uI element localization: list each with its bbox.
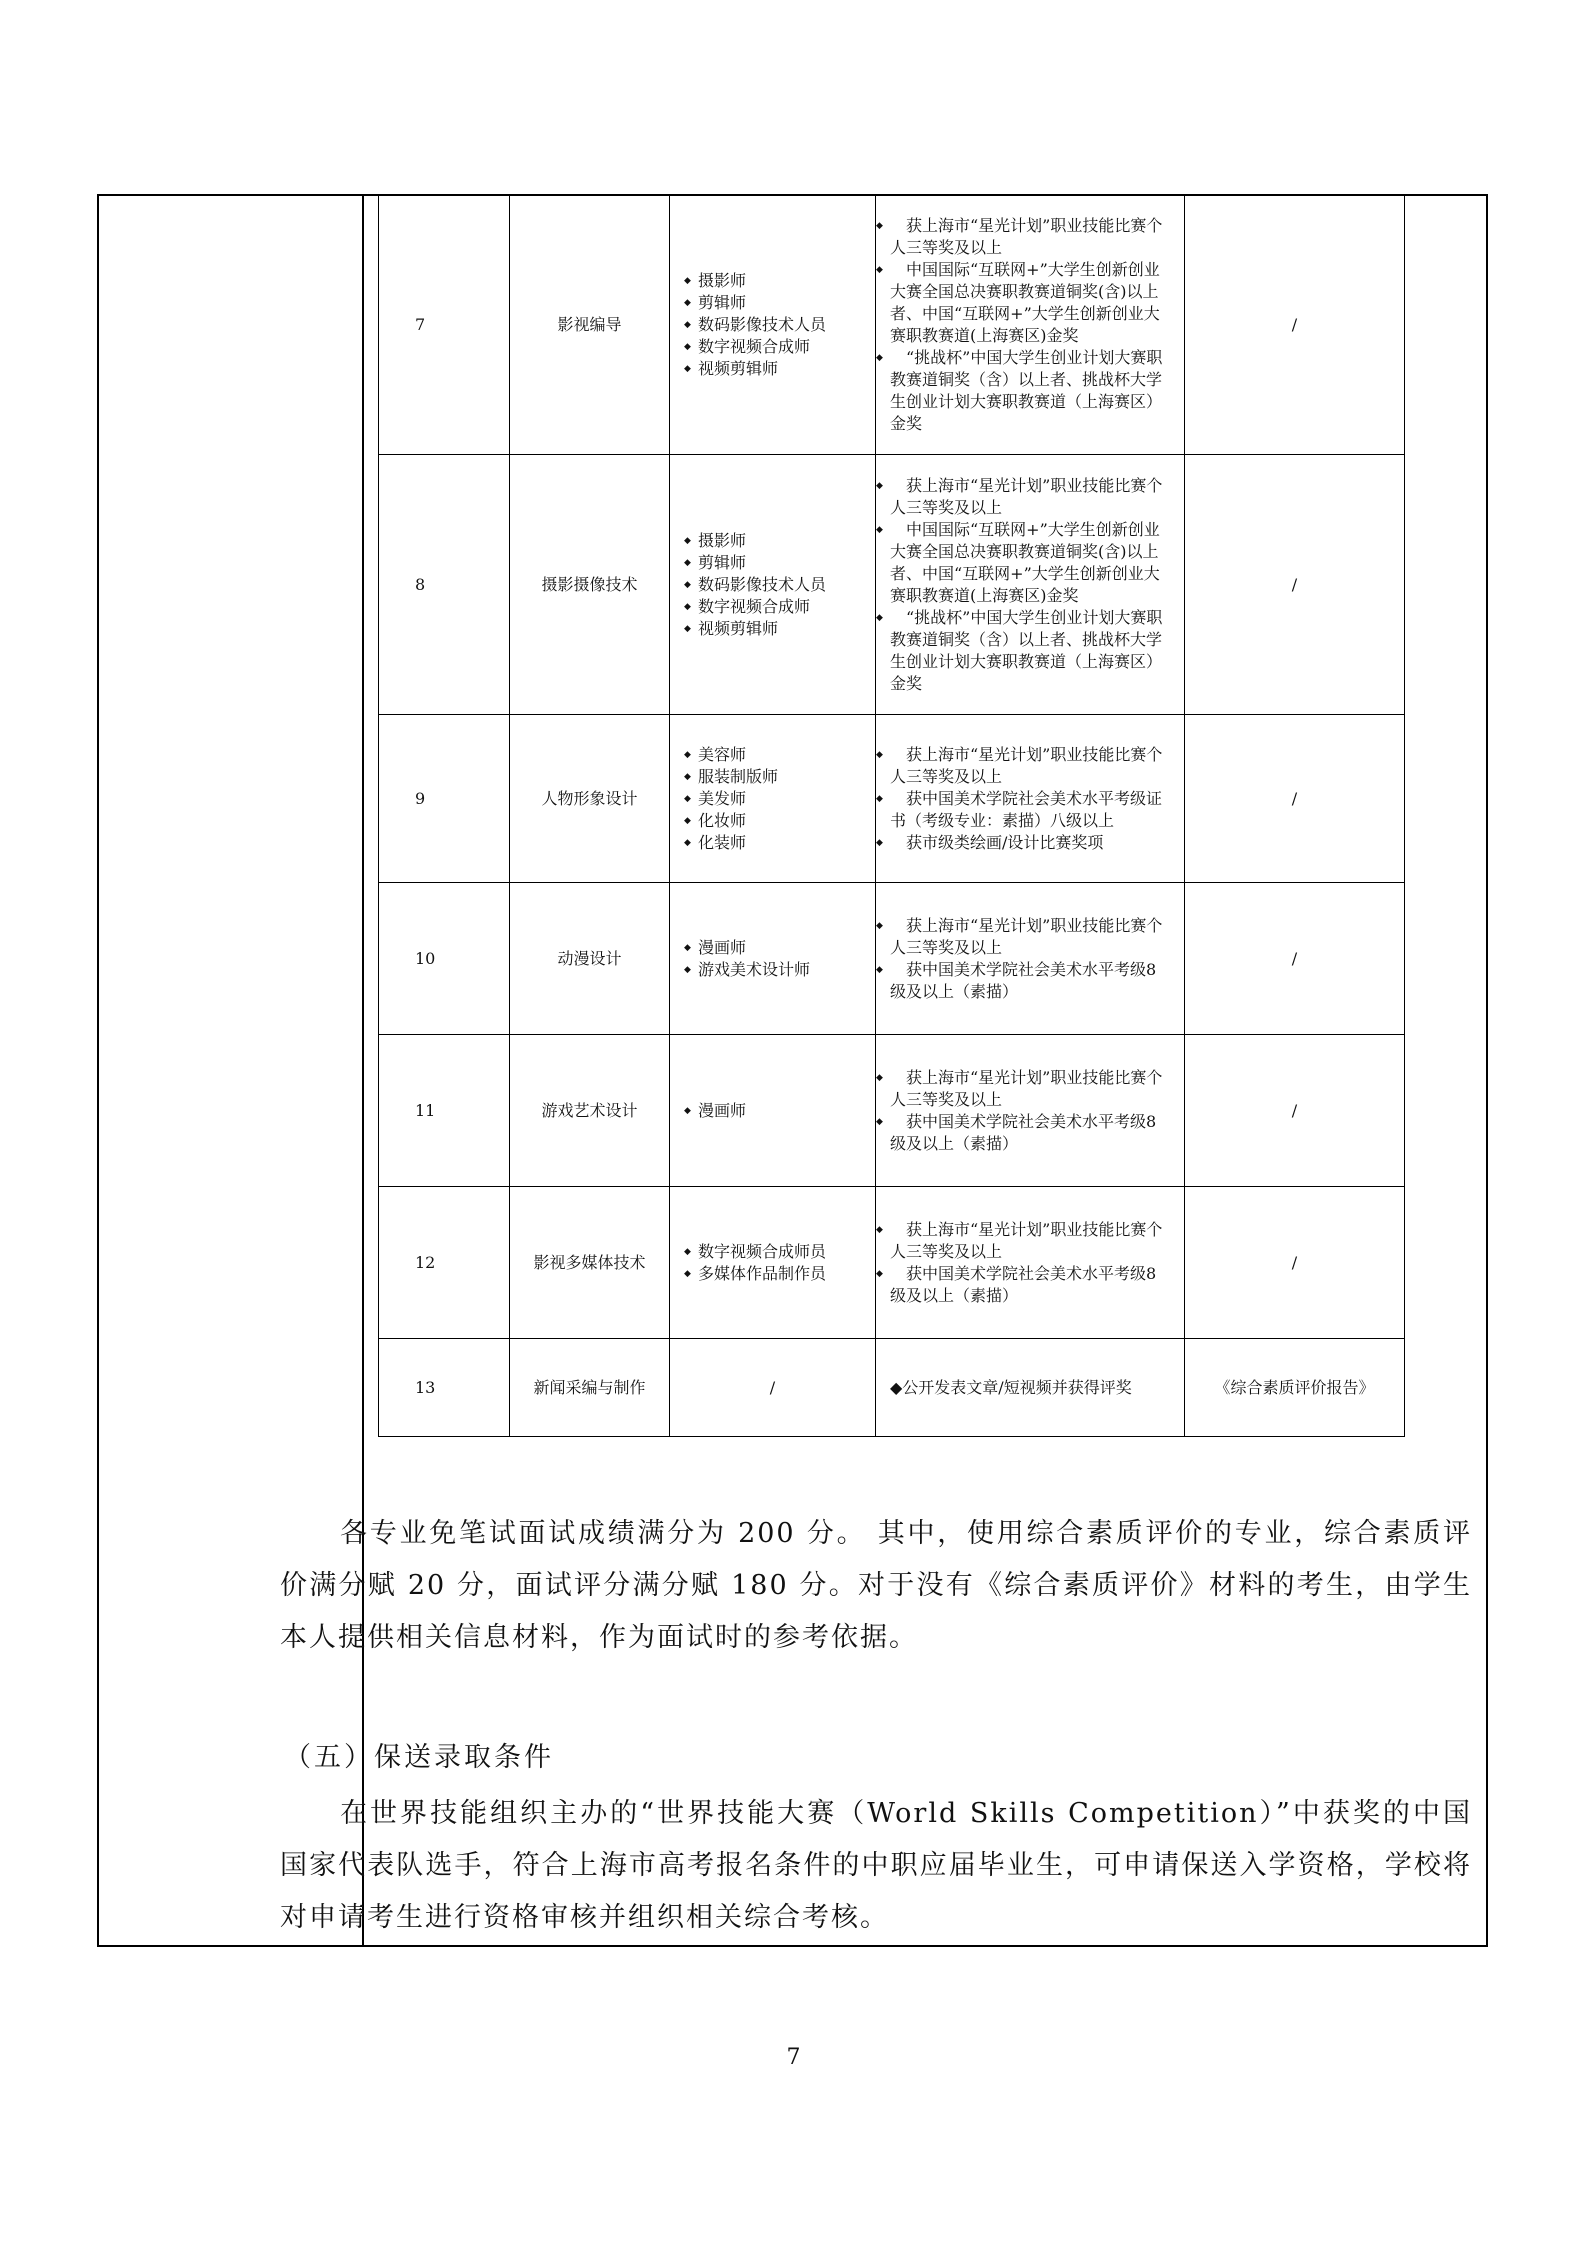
score-paragraph — [280, 1508, 1472, 1664]
list-item: ◆ 漫画师 — [684, 937, 875, 959]
certificate-cell: / — [670, 1339, 876, 1437]
list-item: ◆ 美发师 — [684, 788, 875, 810]
list-item: ◆ 剪辑师 — [684, 292, 875, 314]
major-name: 影视多媒体技术 — [510, 1187, 670, 1339]
list-item: ◆ 摄影师 — [684, 270, 875, 292]
row-number: 12 — [379, 1187, 510, 1339]
major-name: 影视编导 — [510, 195, 670, 455]
list-item: ◆ 视频剪辑师 — [684, 618, 875, 640]
list-item: ◆ 获上海市“星光计划”职业技能比赛个人三等奖及以上 — [890, 215, 1172, 259]
list-item: ◆ 获中国美术学院社会美术水平考级8级及以上（素描） — [890, 959, 1172, 1003]
section-title: （五）保送录取条件 — [284, 1742, 554, 1773]
majors-table — [378, 194, 1405, 1437]
list-item: ◆ 化装师 — [684, 832, 875, 854]
list-item: ◆ 中国国际“互联网+”大学生创新创业大赛全国总决赛职教赛道铜奖(含)以上者、中国“互联网+”大学生创新创业大赛职教赛道(上海赛区)金奖 — [890, 259, 1172, 347]
row-number: 7 — [379, 195, 510, 455]
table-row — [379, 1035, 1405, 1187]
list-item: ◆ 数字视频合成师 — [684, 336, 875, 358]
major-name: 游戏艺术设计 — [510, 1035, 670, 1187]
list-item: ◆ “挑战杯”中国大学生创业计划大赛职教赛道铜奖（含）以上者、挑战杯大学生创业计划大赛职教赛道（上海赛区）金奖 — [890, 607, 1172, 695]
row-number: 9 — [379, 715, 510, 883]
recommend-paragraph — [280, 1788, 1472, 1944]
award-list — [876, 1187, 1185, 1339]
certificate-list — [670, 715, 876, 883]
material-cell: / — [1185, 1187, 1405, 1339]
list-item: ◆ 游戏美术设计师 — [684, 959, 875, 981]
major-name: 新闻采编与制作 — [510, 1339, 670, 1437]
table-row — [379, 715, 1405, 883]
list-item: ◆ 获中国美术学院社会美术水平考级8级及以上（素描） — [890, 1263, 1172, 1307]
major-name: 摄影摄像技术 — [510, 455, 670, 715]
award-list — [876, 883, 1185, 1035]
list-item: ◆ 化妆师 — [684, 810, 875, 832]
list-item: ◆ 获上海市“星光计划”职业技能比赛个人三等奖及以上 — [890, 475, 1172, 519]
list-item: ◆ 摄影师 — [684, 530, 875, 552]
list-item: ◆ 剪辑师 — [684, 552, 875, 574]
list-item: ◆ 获中国美术学院社会美术水平考级证书（考级专业：素描）八级以上 — [890, 788, 1172, 832]
list-item: ◆ 获上海市“星光计划”职业技能比赛个人三等奖及以上 — [890, 915, 1172, 959]
material-cell: / — [1185, 715, 1405, 883]
table-row — [379, 883, 1405, 1035]
certificate-list — [670, 883, 876, 1035]
award-list — [876, 715, 1185, 883]
list-item: ◆ 获上海市“星光计划”职业技能比赛个人三等奖及以上 — [890, 744, 1172, 788]
major-name: 人物形象设计 — [510, 715, 670, 883]
body-text: 在世界技能组织主办的“世界技能大赛（World Skills Competition）”中获奖的中国国家代表队选手，符合上海市高考报名条件的中职应届毕业生，可申请保送入学资格，学校将对申请考生进行资格审核并组织相关综合考核。 — [280, 1798, 1472, 1933]
table-row — [379, 195, 1405, 455]
table-row — [379, 1187, 1405, 1339]
row-number: 13 — [379, 1339, 510, 1437]
award-cell: ◆公开发表文章/短视频并获得评奖 — [876, 1339, 1185, 1437]
award-list — [876, 455, 1185, 715]
list-item: ◆ 服装制版师 — [684, 766, 875, 788]
list-item: ◆ 数码影像技术人员 — [684, 574, 875, 596]
table-row — [379, 455, 1405, 715]
certificate-list — [670, 1035, 876, 1187]
list-item: ◆ 获中国美术学院社会美术水平考级8级及以上（素描） — [890, 1111, 1172, 1155]
certificate-list — [670, 1187, 876, 1339]
outer-frame — [97, 194, 1488, 1947]
material-cell: / — [1185, 195, 1405, 455]
certificate-list — [670, 455, 876, 715]
page-number: 7 — [786, 2045, 801, 2070]
body-text: 各专业免笔试面试成绩满分为 200 分。 其中，使用综合素质评价的专业，综合素质评价满分赋 20 分，面试评分满分赋 180 分。对于没有《综合素质评价》材料的考生，由学生本人提供相关信息材料，作为面试时的参考依据。 — [280, 1518, 1472, 1653]
list-item: ◆ 数字视频合成师 — [684, 596, 875, 618]
list-item: ◆ 获上海市“星光计划”职业技能比赛个人三等奖及以上 — [890, 1219, 1172, 1263]
list-item: ◆ 获上海市“星光计划”职业技能比赛个人三等奖及以上 — [890, 1067, 1172, 1111]
table-row — [379, 1339, 1405, 1437]
list-item: ◆ 获市级类绘画/设计比赛奖项 — [890, 832, 1172, 854]
material-cell: 《综合素质评价报告》 — [1185, 1339, 1405, 1437]
material-cell: / — [1185, 455, 1405, 715]
list-item: ◆ 视频剪辑师 — [684, 358, 875, 380]
major-name: 动漫设计 — [510, 883, 670, 1035]
list-item: ◆ 漫画师 — [684, 1100, 875, 1122]
row-number: 8 — [379, 455, 510, 715]
list-item: ◆ 美容师 — [684, 744, 875, 766]
list-item: ◆ 数码影像技术人员 — [684, 314, 875, 336]
certificate-list — [670, 195, 876, 455]
list-item: ◆ 多媒体作品制作员 — [684, 1263, 875, 1285]
outer-column-divider — [362, 196, 364, 1945]
row-number: 11 — [379, 1035, 510, 1187]
award-list — [876, 1035, 1185, 1187]
award-list — [876, 195, 1185, 455]
row-number: 10 — [379, 883, 510, 1035]
list-item: ◆ 中国国际“互联网+”大学生创新创业大赛全国总决赛职教赛道铜奖(含)以上者、中国“互联网+”大学生创新创业大赛职教赛道(上海赛区)金奖 — [890, 519, 1172, 607]
list-item: ◆ 数字视频合成师员 — [684, 1241, 875, 1263]
material-cell: / — [1185, 1035, 1405, 1187]
list-item: ◆ “挑战杯”中国大学生创业计划大赛职教赛道铜奖（含）以上者、挑战杯大学生创业计划大赛职教赛道（上海赛区）金奖 — [890, 347, 1172, 435]
material-cell: / — [1185, 883, 1405, 1035]
